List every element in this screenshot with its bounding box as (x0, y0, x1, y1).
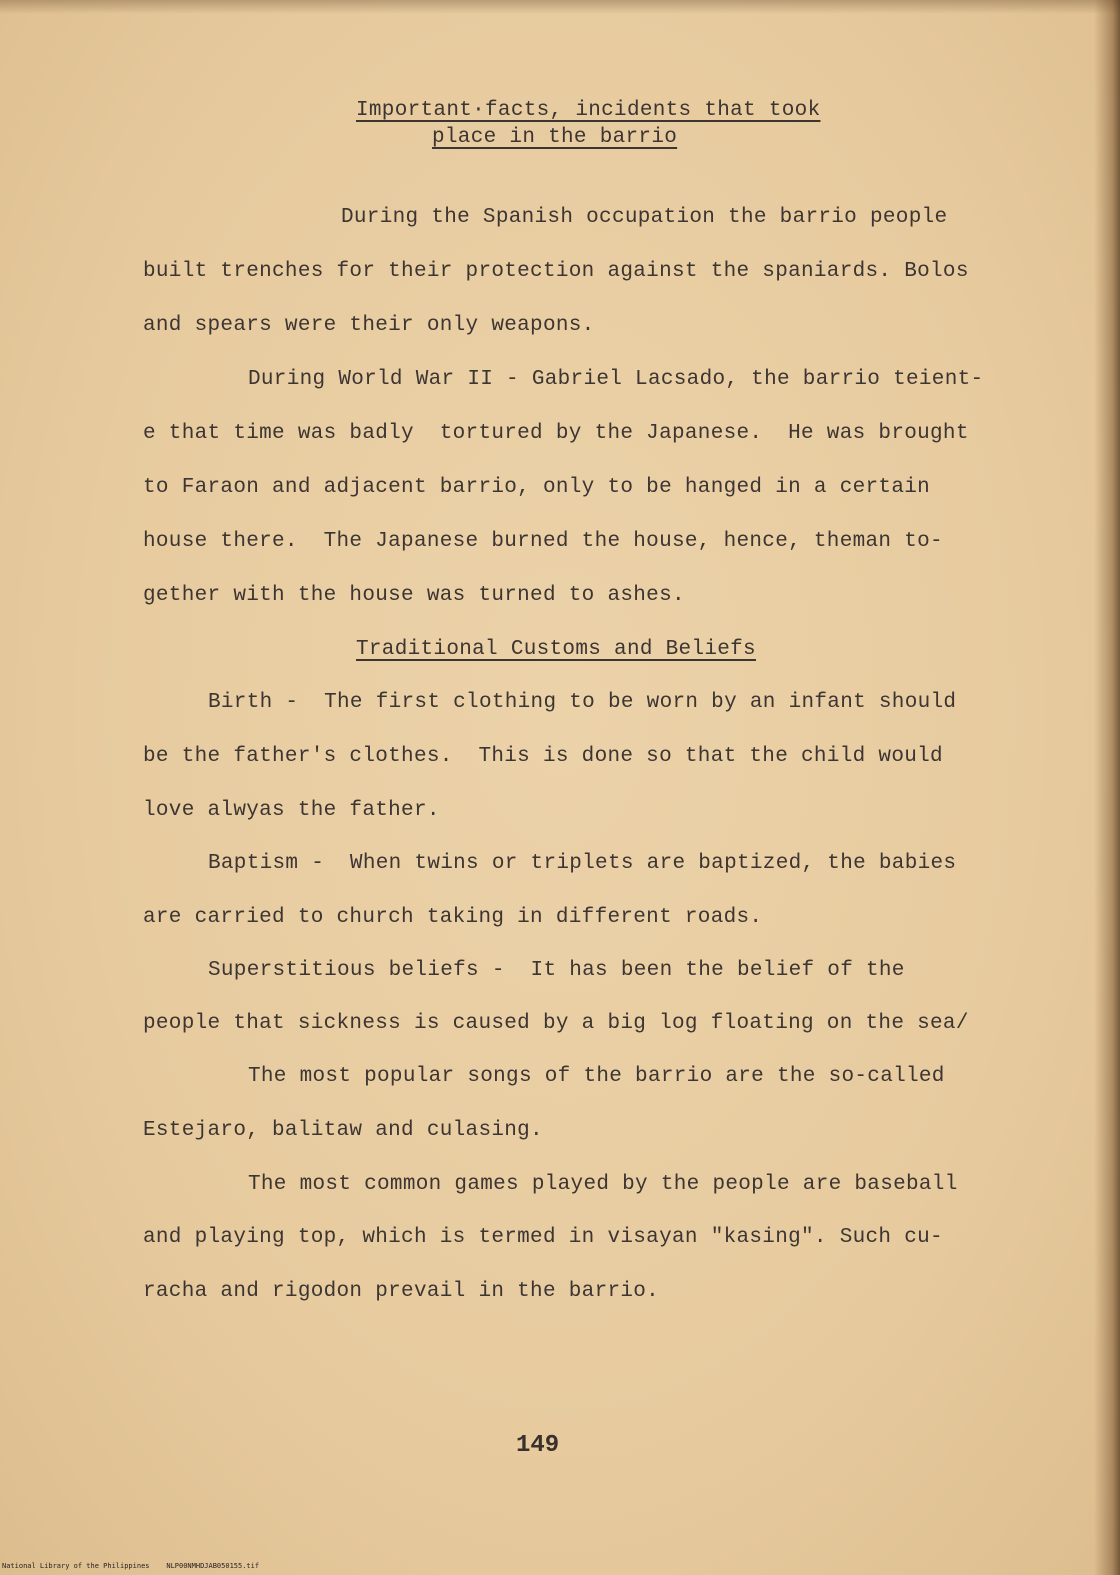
heading-2: Traditional Customs and Beliefs (356, 638, 756, 661)
page-edge-shadow-top (0, 0, 1120, 14)
paragraph-line: Superstitious beliefs - It has been the belief of the (208, 959, 905, 982)
paragraph-line: and spears were their only weapons. (143, 314, 595, 337)
scan-footer-caption: National Library of the Philippines NLP00NMHDJAB050155.tif (2, 1562, 260, 1570)
paragraph-line: be the father's clothes. This is done so that the child would (143, 745, 943, 768)
paragraph-line: Baptism - When twins or triplets are baptized, the babies (208, 852, 957, 875)
paragraph-line: gether with the house was turned to ashes. (143, 584, 685, 607)
heading-1-line-1: Important·facts, incidents that took (356, 99, 821, 122)
paragraph-line: and playing top, which is termed in visayan "kasing". Such cu- (143, 1226, 943, 1249)
paragraph-line: to Faraon and adjacent barrio, only to be hanged in a certain (143, 476, 931, 499)
paragraph-line: The most common games played by the people are baseball (248, 1173, 958, 1196)
paragraph-line: During the Spanish occupation the barrio people (341, 206, 948, 229)
paragraph-line: The most popular songs of the barrio are the so-called (248, 1065, 945, 1088)
page-edge-shadow-right (1094, 0, 1120, 1575)
paragraph-line: love alwyas the father. (143, 799, 440, 822)
paragraph-line: people that sickness is caused by a big log floating on the sea/ (143, 1012, 969, 1035)
paragraph-line: e that time was badly tortured by the Japanese. He was brought (143, 422, 969, 445)
heading-1-line-2: place in the barrio (432, 126, 678, 149)
paragraph-line: Birth - The first clothing to be worn by an infant should (208, 691, 957, 714)
paragraph-line: Estejaro, balitaw and culasing. (143, 1119, 543, 1142)
paragraph-line: are carried to church taking in different roads. (143, 906, 763, 929)
paragraph-line: house there. The Japanese burned the house, hence, theman to- (143, 530, 943, 553)
paragraph-line: racha and rigodon prevail in the barrio. (143, 1280, 660, 1303)
page-number: 149 (516, 1432, 560, 1459)
paragraph-line: During World War II - Gabriel Lacsado, the barrio teient- (248, 368, 984, 391)
paragraph-line: built trenches for their protection against the spaniards. Bolos (143, 260, 969, 283)
